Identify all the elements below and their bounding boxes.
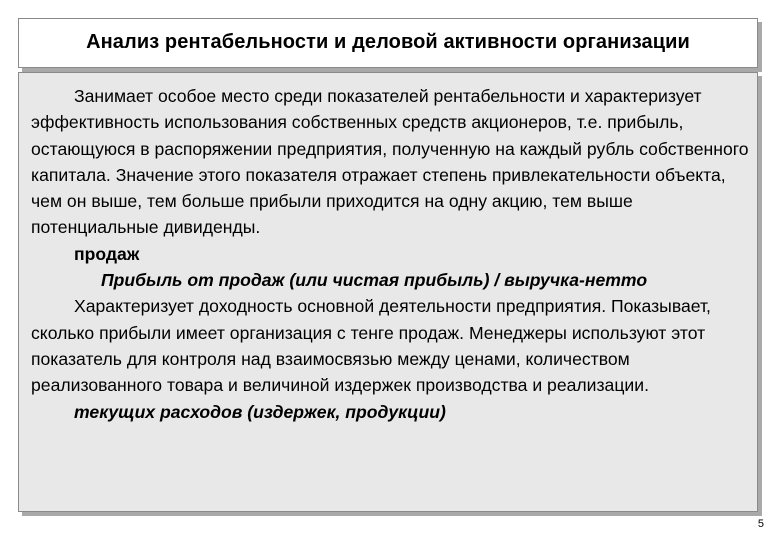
- paragraph-description-2: Характеризует доходность основной деятельности предприятия. Показывает, сколько прибыли имеет организация с тенге продаж. Менеджеры используют этот показатель для контроля над взаимосвязью между ценами, количеством реализованного товара и величиной издержек производства и реализации.: [31, 296, 711, 396]
- content-text: [31, 83, 753, 425]
- content-box: [18, 72, 758, 512]
- heading-current-expenses: текущих расходов (издержек, продукции): [74, 401, 446, 422]
- paragraph-description-1: Занимает особое место среди показателей рентабельности и характеризует эффективность использования собственных средств акционеров, т.е. прибыль, остающуюся в распоряжении предприятия, полученную на каждый рубль собственного капитала. Значение этого показателя отражает степень привлекательности объекта, чем он выше, тем больше прибыли приходится на одну акцию, тем выше потенциальные дивиденды.: [31, 86, 749, 238]
- slide-title: Анализ рентабельности и деловой активности организации: [86, 31, 690, 53]
- title-box: [18, 18, 758, 68]
- heading-sales: продаж: [74, 243, 140, 264]
- formula-text: Прибыль от продаж (или чистая прибыль) / выручка-нетто: [101, 270, 648, 291]
- page-number: 5: [757, 518, 764, 530]
